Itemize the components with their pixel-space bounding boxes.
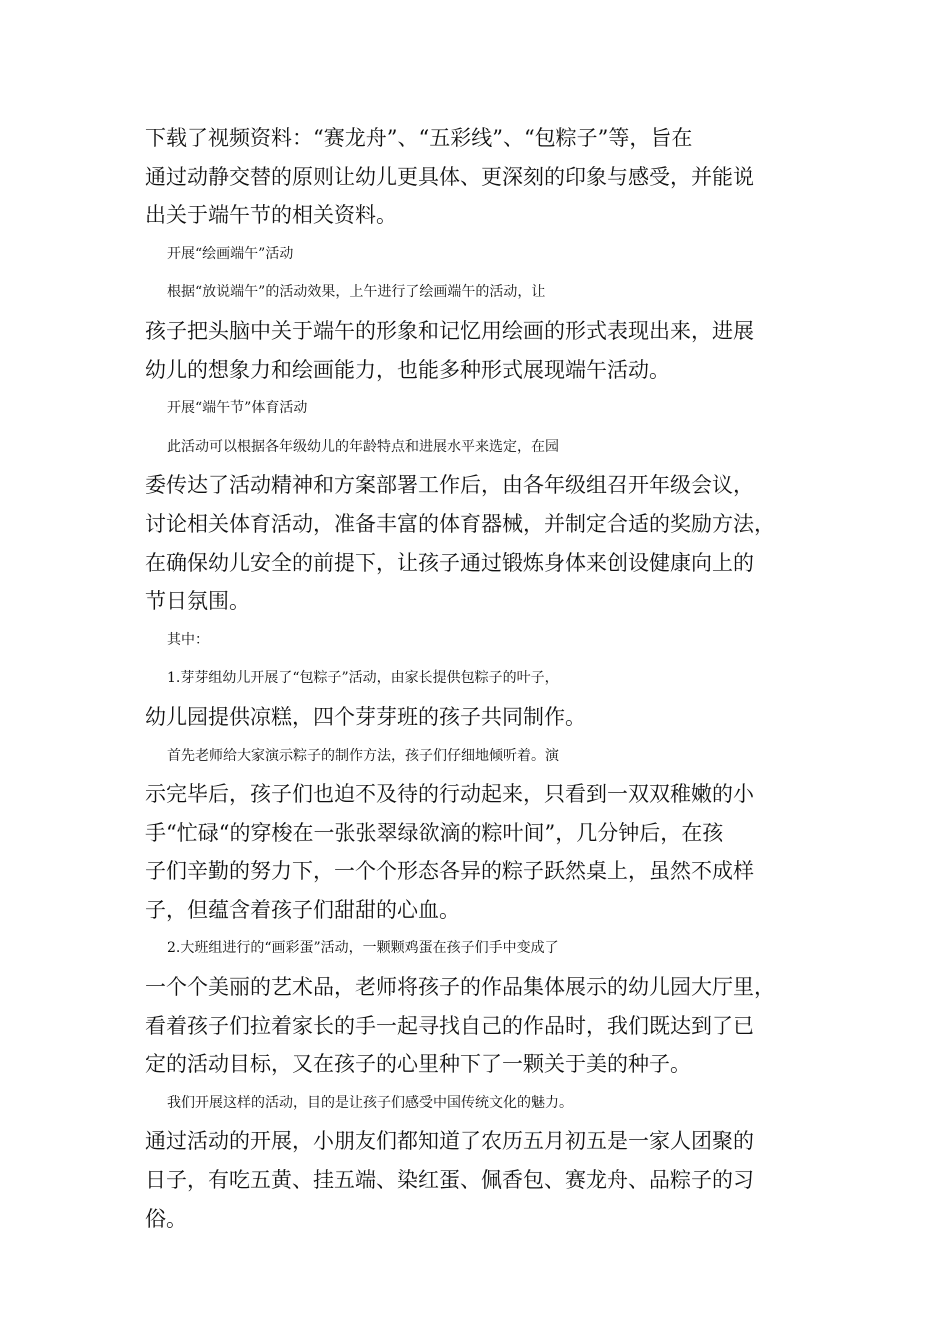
text-line: 节日氛围。 [145, 589, 250, 614]
text-line: 下载了视频资料：“赛龙舟”、“五彩线”、“包粽子”等，旨在 [145, 126, 693, 150]
text-line: 通过活动的开展，小朋友们都知道了农历五月初五是一家人团聚的 [145, 1129, 754, 1154]
text-line: 孩子把头脑中关于端午的形象和记忆用绘画的形式表现出来，进展 [145, 318, 754, 343]
text-line: 我们开展这样的活动，目的是让孩子们感受中国传统文化的魅力。 [167, 1094, 573, 1111]
text-line: 子，但蕴含着孩子们甜甜的心血。 [145, 897, 460, 922]
text-line: 讨论相关体育活动，准备丰富的体育器械，并制定合适的奖励方法， [145, 511, 775, 536]
text-line: 俗。 [145, 1206, 187, 1231]
text-line: 子们辛勤的努力下，一个个形态各异的粽子跃然桌上，虽然不成样 [145, 859, 754, 884]
text-line: 一个个美丽的艺术品，老师将孩子的作品集体展示的幼儿园大厅里， [145, 975, 775, 1000]
text-line: 其中： [167, 631, 209, 648]
text-line: 委传达了活动精神和方案部署工作后，由各年级组召开年级会议， [145, 473, 754, 498]
text-line: 1.芽芽组幼儿开展了“包粽子”活动，由家长提供包粽子的叶子， [167, 670, 559, 687]
text-line: 日子，有吃五黄、挂五端、染红蛋、佩香包、赛龙舟、品粽子的习 [145, 1168, 754, 1193]
text-line: 开展“绘画端午”活动 [167, 245, 294, 262]
text-line: 开展“端午节”体育活动 [167, 400, 308, 417]
text-line: 手“忙碌“的穿梭在一张张翠绿欲滴的粽叶间”，几分钟后，在孩 [145, 820, 724, 845]
text-line: 首先老师给大家演示粽子的制作方法，孩子们仔细地倾听着。演 [167, 747, 559, 764]
text-line: 幼儿的想象力和绘画能力，也能多种形式展现端午活动。 [145, 357, 670, 382]
text-line: 幼儿园提供凉糕，四个芽芽班的孩子共同制作。 [145, 704, 586, 729]
text-line: 示完毕后，孩子们也迫不及待的行动起来，只看到一双双稚嫩的小 [145, 782, 754, 807]
text-line: 定的活动目标，又在孩子的心里种下了一颗关于美的种子。 [145, 1052, 691, 1077]
text-line: 看着孩子们拉着家长的手一起寻找自己的作品时，我们既达到了已 [145, 1013, 754, 1038]
text-line: 2.大班组进行的“画彩蛋”活动，一颗颗鸡蛋在孩子们手中变成了 [167, 940, 559, 957]
text-line: 此活动可以根据各年级幼儿的年龄特点和进展水平来选定，在园 [167, 438, 559, 455]
document-page [145, 119, 820, 1238]
text-line: 出关于端午节的相关资料。 [145, 203, 397, 228]
text-line: 通过动静交替的原则让幼儿更具体、更深刻的印象与感受，并能说 [145, 164, 754, 189]
text-line: 根据“放说端午”的活动效果，上午进行了绘画端午的活动，让 [167, 284, 546, 301]
text-line: 在确保幼儿安全的前提下，让孩子通过锻炼身体来创设健康向上的 [145, 550, 754, 575]
